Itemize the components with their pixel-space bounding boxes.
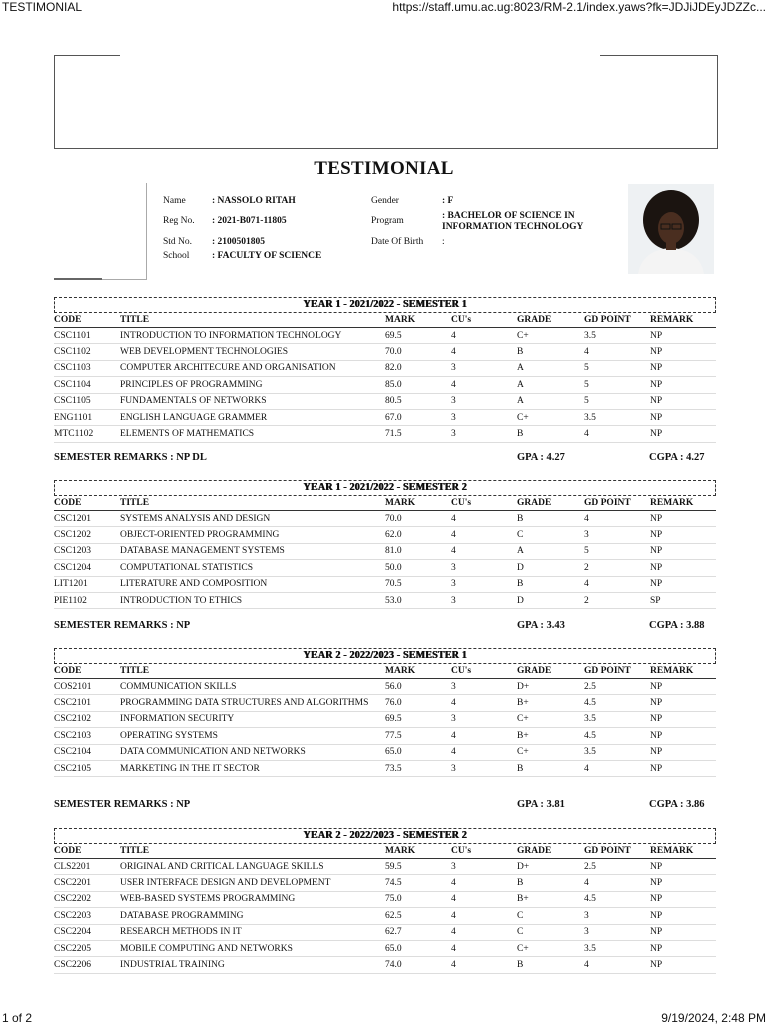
- cell-remark: NP: [650, 576, 716, 592]
- cell-cus: 4: [451, 744, 517, 760]
- cgpa-value: CGPA : 4.27: [649, 452, 705, 463]
- table-row: [54, 859, 716, 875]
- cell-title: COMPUTATIONAL STATISTICS: [120, 560, 385, 576]
- cell-grade: C: [517, 908, 584, 924]
- column-header-code: CODE: [54, 313, 120, 328]
- cell-code: CSC1204: [54, 560, 120, 576]
- cell-grade: C+: [517, 744, 584, 760]
- cell-title: DATA COMMUNICATION AND NETWORKS: [120, 744, 385, 760]
- cell-mark: 75.0: [385, 891, 451, 907]
- cell-title: ELEMENTS OF MATHEMATICS: [120, 426, 385, 442]
- gpa-value: GPA : 3.81: [517, 799, 565, 810]
- cell-title: SYSTEMS ANALYSIS AND DESIGN: [120, 511, 385, 527]
- cell-code: CSC1102: [54, 344, 120, 360]
- program-value: : BACHELOR OF SCIENCE IN INFORMATION TECHNOLOGY: [442, 211, 584, 232]
- cell-remark: NP: [650, 728, 716, 744]
- cell-remark: NP: [650, 957, 716, 973]
- cell-remark: NP: [650, 527, 716, 543]
- cell-grade: B: [517, 957, 584, 973]
- cell-remark: NP: [650, 328, 716, 344]
- column-header-cus: CU's: [451, 844, 517, 859]
- table-row: [54, 728, 716, 744]
- column-header-gd-point: GD POINT: [584, 664, 650, 679]
- column-header-gd-point: GD POINT: [584, 844, 650, 859]
- cell-mark: 71.5: [385, 426, 451, 442]
- column-header-remark: REMARK: [650, 844, 716, 859]
- cell-grade: B: [517, 875, 584, 891]
- cell-remark: NP: [650, 891, 716, 907]
- cell-cus: 3: [451, 576, 517, 592]
- page-title: TESTIMONIAL: [314, 158, 454, 179]
- std-label: Std No.: [163, 237, 193, 247]
- cell-code: CSC2205: [54, 940, 120, 956]
- cell-mark: 74.5: [385, 875, 451, 891]
- cell-remark: NP: [650, 426, 716, 442]
- cell-title: ENGLISH LANGUAGE GRAMMER: [120, 409, 385, 425]
- cell-remark: NP: [650, 511, 716, 527]
- cell-remark: NP: [650, 875, 716, 891]
- table-row: [54, 543, 716, 559]
- column-header-grade: GRADE: [517, 664, 584, 679]
- semester-block: [54, 828, 716, 974]
- cgpa-value: CGPA : 3.88: [649, 620, 705, 631]
- cell-gd-point: 4: [584, 957, 650, 973]
- cell-code: PIE1102: [54, 592, 120, 608]
- cell-code: CSC2206: [54, 957, 120, 973]
- table-row: [54, 695, 716, 711]
- cell-cus: 4: [451, 908, 517, 924]
- cell-mark: 70.0: [385, 344, 451, 360]
- cell-remark: NP: [650, 940, 716, 956]
- cell-title: WEB-BASED SYSTEMS PROGRAMMING: [120, 891, 385, 907]
- semester-heading: YEAR 1 - 2021/2022 - SEMESTER 1: [54, 297, 716, 313]
- table-row: [54, 940, 716, 956]
- cell-grade: D: [517, 560, 584, 576]
- cell-mark: 69.5: [385, 711, 451, 727]
- cell-code: CSC1201: [54, 511, 120, 527]
- cell-code: CSC1103: [54, 360, 120, 376]
- cell-gd-point: 4.5: [584, 891, 650, 907]
- cell-cus: 3: [451, 393, 517, 409]
- cell-mark: 77.5: [385, 728, 451, 744]
- cell-remark: NP: [650, 344, 716, 360]
- column-header-cus: CU's: [451, 496, 517, 511]
- cell-gd-point: 4: [584, 426, 650, 442]
- cell-title: INTRODUCTION TO ETHICS: [120, 592, 385, 608]
- cell-grade: B: [517, 576, 584, 592]
- cell-grade: C+: [517, 711, 584, 727]
- results-table: [54, 844, 716, 974]
- cell-title: USER INTERFACE DESIGN AND DEVELOPMENT: [120, 875, 385, 891]
- cell-remark: NP: [650, 908, 716, 924]
- cell-title: RESEARCH METHODS IN IT: [120, 924, 385, 940]
- cell-title: COMMUNICATION SKILLS: [120, 679, 385, 695]
- cell-gd-point: 5: [584, 377, 650, 393]
- table-row: [54, 957, 716, 973]
- cell-code: CSC1101: [54, 328, 120, 344]
- cell-gd-point: 3.5: [584, 744, 650, 760]
- column-header-grade: GRADE: [517, 313, 584, 328]
- column-header-code: CODE: [54, 664, 120, 679]
- cell-gd-point: 2: [584, 560, 650, 576]
- dob-value: :: [442, 237, 445, 247]
- cell-code: CSC2102: [54, 711, 120, 727]
- cell-gd-point: 3.5: [584, 940, 650, 956]
- cgpa-value: CGPA : 3.86: [649, 799, 705, 810]
- cell-grade: B+: [517, 695, 584, 711]
- cell-code: CSC2105: [54, 760, 120, 776]
- print-header-url: https://staff.umu.ac.ug:8023/RM-2.1/index.yaws?fk=JDJiJDEyJDZZc...: [392, 0, 766, 14]
- cell-grade: B: [517, 426, 584, 442]
- cell-code: CSC2101: [54, 695, 120, 711]
- cell-title: MOBILE COMPUTING AND NETWORKS: [120, 940, 385, 956]
- cell-grade: B+: [517, 728, 584, 744]
- gender-label: Gender: [371, 196, 399, 206]
- cell-remark: NP: [650, 543, 716, 559]
- cell-cus: 4: [451, 328, 517, 344]
- column-header-title: TITLE: [120, 844, 385, 859]
- cell-gd-point: 5: [584, 393, 650, 409]
- std-value: : 2100501805: [212, 237, 266, 247]
- cell-cus: 4: [451, 924, 517, 940]
- column-header-mark: MARK: [385, 844, 451, 859]
- cell-cus: 3: [451, 426, 517, 442]
- cell-gd-point: 5: [584, 360, 650, 376]
- cell-cus: 4: [451, 527, 517, 543]
- cell-grade: C+: [517, 409, 584, 425]
- reg-value: : 2021-B071-11805: [212, 216, 287, 226]
- cell-gd-point: 5: [584, 543, 650, 559]
- table-row: [54, 711, 716, 727]
- cell-title: WEB DEVELOPMENT TECHNOLOGIES: [120, 344, 385, 360]
- results-table: [54, 496, 716, 609]
- cell-grade: C: [517, 924, 584, 940]
- gpa-value: GPA : 3.43: [517, 620, 565, 631]
- table-row: [54, 924, 716, 940]
- semester-heading: YEAR 2 - 2022/2023 - SEMESTER 2: [54, 828, 716, 844]
- program-label: Program: [371, 216, 404, 226]
- cell-cus: 4: [451, 728, 517, 744]
- cell-gd-point: 4: [584, 760, 650, 776]
- table-row: [54, 344, 716, 360]
- table-row: [54, 360, 716, 376]
- cell-title: DATABASE MANAGEMENT SYSTEMS: [120, 543, 385, 559]
- table-row: [54, 875, 716, 891]
- cell-mark: 82.0: [385, 360, 451, 376]
- semester-remarks-text: SEMESTER REMARKS : NP DL: [54, 452, 207, 463]
- table-row: [54, 744, 716, 760]
- gender-value: : F: [442, 196, 454, 206]
- table-row: [54, 679, 716, 695]
- cell-cus: 4: [451, 377, 517, 393]
- column-header-mark: MARK: [385, 664, 451, 679]
- cell-title: MARKETING IN THE IT SECTOR: [120, 760, 385, 776]
- cell-mark: 56.0: [385, 679, 451, 695]
- cell-mark: 67.0: [385, 409, 451, 425]
- cell-title: COMPUTER ARCHITECURE AND ORGANISATION: [120, 360, 385, 376]
- cell-grade: A: [517, 543, 584, 559]
- cell-mark: 73.5: [385, 760, 451, 776]
- cell-gd-point: 3.5: [584, 328, 650, 344]
- column-header-gd-point: GD POINT: [584, 313, 650, 328]
- cell-remark: NP: [650, 924, 716, 940]
- column-header-remark: REMARK: [650, 664, 716, 679]
- cell-code: CSC2103: [54, 728, 120, 744]
- cell-mark: 81.0: [385, 543, 451, 559]
- print-footer-page: 1 of 2: [2, 1011, 33, 1025]
- cell-cus: 4: [451, 940, 517, 956]
- cell-code: CSC2201: [54, 875, 120, 891]
- column-header-cus: CU's: [451, 313, 517, 328]
- cell-grade: C+: [517, 940, 584, 956]
- cell-grade: A: [517, 360, 584, 376]
- cell-cus: 3: [451, 409, 517, 425]
- cell-cus: 4: [451, 344, 517, 360]
- semester-block: [54, 297, 716, 443]
- table-row: [54, 891, 716, 907]
- cell-mark: 53.0: [385, 592, 451, 608]
- cell-grade: B+: [517, 891, 584, 907]
- cell-gd-point: 4: [584, 511, 650, 527]
- cell-mark: 76.0: [385, 695, 451, 711]
- cell-mark: 50.0: [385, 560, 451, 576]
- cell-cus: 4: [451, 511, 517, 527]
- cell-remark: NP: [650, 409, 716, 425]
- column-header-remark: REMARK: [650, 496, 716, 511]
- cell-code: CLS2201: [54, 859, 120, 875]
- cell-cus: 3: [451, 560, 517, 576]
- cell-gd-point: 3: [584, 924, 650, 940]
- column-header-gd-point: GD POINT: [584, 496, 650, 511]
- dob-label: Date Of Birth: [371, 237, 424, 247]
- cell-title: PROGRAMMING DATA STRUCTURES AND ALGORITHMS: [120, 695, 385, 711]
- cell-mark: 59.5: [385, 859, 451, 875]
- cell-remark: NP: [650, 560, 716, 576]
- column-header-cus: CU's: [451, 664, 517, 679]
- cell-cus: 3: [451, 859, 517, 875]
- column-header-grade: GRADE: [517, 496, 584, 511]
- table-row: [54, 908, 716, 924]
- cell-gd-point: 4: [584, 344, 650, 360]
- cell-mark: 62.7: [385, 924, 451, 940]
- cell-grade: D+: [517, 859, 584, 875]
- cell-remark: NP: [650, 760, 716, 776]
- print-footer-date: 9/19/2024, 2:48 PM: [661, 1011, 766, 1025]
- cell-gd-point: 4: [584, 576, 650, 592]
- cell-remark: NP: [650, 711, 716, 727]
- cell-code: CSC2104: [54, 744, 120, 760]
- semester-block: [54, 648, 716, 777]
- column-header-title: TITLE: [120, 496, 385, 511]
- banner-divider-gap: [120, 53, 600, 57]
- cell-code: LIT1201: [54, 576, 120, 592]
- column-header-mark: MARK: [385, 313, 451, 328]
- cell-gd-point: 4.5: [584, 728, 650, 744]
- cell-title: DATABASE PROGRAMMING: [120, 908, 385, 924]
- cell-title: INTRODUCTION TO INFORMATION TECHNOLOGY: [120, 328, 385, 344]
- cell-grade: D+: [517, 679, 584, 695]
- cell-mark: 70.5: [385, 576, 451, 592]
- cell-grade: D: [517, 592, 584, 608]
- cell-remark: NP: [650, 360, 716, 376]
- cell-cus: 4: [451, 875, 517, 891]
- cell-code: CSC1105: [54, 393, 120, 409]
- cell-code: CSC1104: [54, 377, 120, 393]
- column-header-remark: REMARK: [650, 313, 716, 328]
- cell-mark: 80.5: [385, 393, 451, 409]
- cell-grade: A: [517, 377, 584, 393]
- cell-mark: 65.0: [385, 940, 451, 956]
- table-row: [54, 409, 716, 425]
- cell-code: CSC2203: [54, 908, 120, 924]
- column-header-title: TITLE: [120, 313, 385, 328]
- cell-gd-point: 4.5: [584, 695, 650, 711]
- cell-remark: NP: [650, 679, 716, 695]
- cell-title: INFORMATION SECURITY: [120, 711, 385, 727]
- table-row: [54, 560, 716, 576]
- table-row: [54, 377, 716, 393]
- cell-cus: 3: [451, 711, 517, 727]
- column-header-code: CODE: [54, 844, 120, 859]
- letterhead-banner: [54, 55, 718, 149]
- cell-title: PRINCIPLES OF PROGRAMMING: [120, 377, 385, 393]
- table-row: [54, 592, 716, 608]
- cell-mark: 85.0: [385, 377, 451, 393]
- results-table: [54, 664, 716, 777]
- cell-cus: 3: [451, 592, 517, 608]
- name-value: : NASSOLO RITAH: [212, 196, 296, 206]
- cell-code: ENG1101: [54, 409, 120, 425]
- cell-mark: 69.5: [385, 328, 451, 344]
- cell-remark: NP: [650, 377, 716, 393]
- gpa-value: GPA : 4.27: [517, 452, 565, 463]
- name-label: Name: [163, 196, 186, 206]
- column-header-grade: GRADE: [517, 844, 584, 859]
- logo-placeholder: [54, 183, 147, 280]
- cell-title: ORIGINAL AND CRITICAL LANGUAGE SKILLS: [120, 859, 385, 875]
- column-header-mark: MARK: [385, 496, 451, 511]
- column-header-code: CODE: [54, 496, 120, 511]
- cell-cus: 3: [451, 679, 517, 695]
- school-value: : FACULTY OF SCIENCE: [212, 251, 322, 261]
- cell-gd-point: 3.5: [584, 409, 650, 425]
- semester-remarks-text: SEMESTER REMARKS : NP: [54, 799, 191, 810]
- cell-code: CSC2202: [54, 891, 120, 907]
- cell-code: MTC1102: [54, 426, 120, 442]
- cell-gd-point: 2.5: [584, 679, 650, 695]
- semester-remarks-text: SEMESTER REMARKS : NP: [54, 620, 191, 631]
- semester-heading: YEAR 1 - 2021/2022 - SEMESTER 2: [54, 480, 716, 496]
- cell-remark: NP: [650, 695, 716, 711]
- cell-code: CSC1202: [54, 527, 120, 543]
- cell-code: COS2101: [54, 679, 120, 695]
- table-row: [54, 576, 716, 592]
- cell-remark: NP: [650, 393, 716, 409]
- cell-gd-point: 4: [584, 875, 650, 891]
- cell-grade: A: [517, 393, 584, 409]
- semester-block: [54, 480, 716, 609]
- cell-code: CSC2204: [54, 924, 120, 940]
- cell-title: OBJECT-ORIENTED PROGRAMMING: [120, 527, 385, 543]
- cell-gd-point: 2.5: [584, 859, 650, 875]
- column-header-title: TITLE: [120, 664, 385, 679]
- cell-gd-point: 3: [584, 908, 650, 924]
- cell-cus: 4: [451, 957, 517, 973]
- student-photo: [628, 184, 714, 274]
- cell-mark: 62.5: [385, 908, 451, 924]
- cell-title: LITERATURE AND COMPOSITION: [120, 576, 385, 592]
- cell-cus: 4: [451, 891, 517, 907]
- table-row: [54, 511, 716, 527]
- table-row: [54, 393, 716, 409]
- cell-grade: B: [517, 760, 584, 776]
- table-row: [54, 426, 716, 442]
- cell-title: FUNDAMENTALS OF NETWORKS: [120, 393, 385, 409]
- cell-remark: SP: [650, 592, 716, 608]
- semester-heading: YEAR 2 - 2022/2023 - SEMESTER 1: [54, 648, 716, 664]
- print-header-title: TESTIMONIAL: [2, 0, 83, 14]
- table-row: [54, 328, 716, 344]
- cell-grade: B: [517, 511, 584, 527]
- results-table: [54, 313, 716, 443]
- cell-code: CSC1203: [54, 543, 120, 559]
- cell-mark: 70.0: [385, 511, 451, 527]
- cell-cus: 4: [451, 695, 517, 711]
- cell-remark: NP: [650, 859, 716, 875]
- cell-cus: 3: [451, 760, 517, 776]
- cell-cus: 4: [451, 543, 517, 559]
- school-label: School: [163, 251, 190, 261]
- cell-title: INDUSTRIAL TRAINING: [120, 957, 385, 973]
- cell-gd-point: 2: [584, 592, 650, 608]
- cell-title: OPERATING SYSTEMS: [120, 728, 385, 744]
- cell-gd-point: 3: [584, 527, 650, 543]
- cell-mark: 62.0: [385, 527, 451, 543]
- cell-grade: B: [517, 344, 584, 360]
- cell-gd-point: 3.5: [584, 711, 650, 727]
- cell-cus: 3: [451, 360, 517, 376]
- cell-remark: NP: [650, 744, 716, 760]
- reg-label: Reg No.: [163, 216, 195, 226]
- table-row: [54, 760, 716, 776]
- cell-grade: C+: [517, 328, 584, 344]
- table-row: [54, 527, 716, 543]
- cell-mark: 65.0: [385, 744, 451, 760]
- cell-mark: 74.0: [385, 957, 451, 973]
- cell-grade: C: [517, 527, 584, 543]
